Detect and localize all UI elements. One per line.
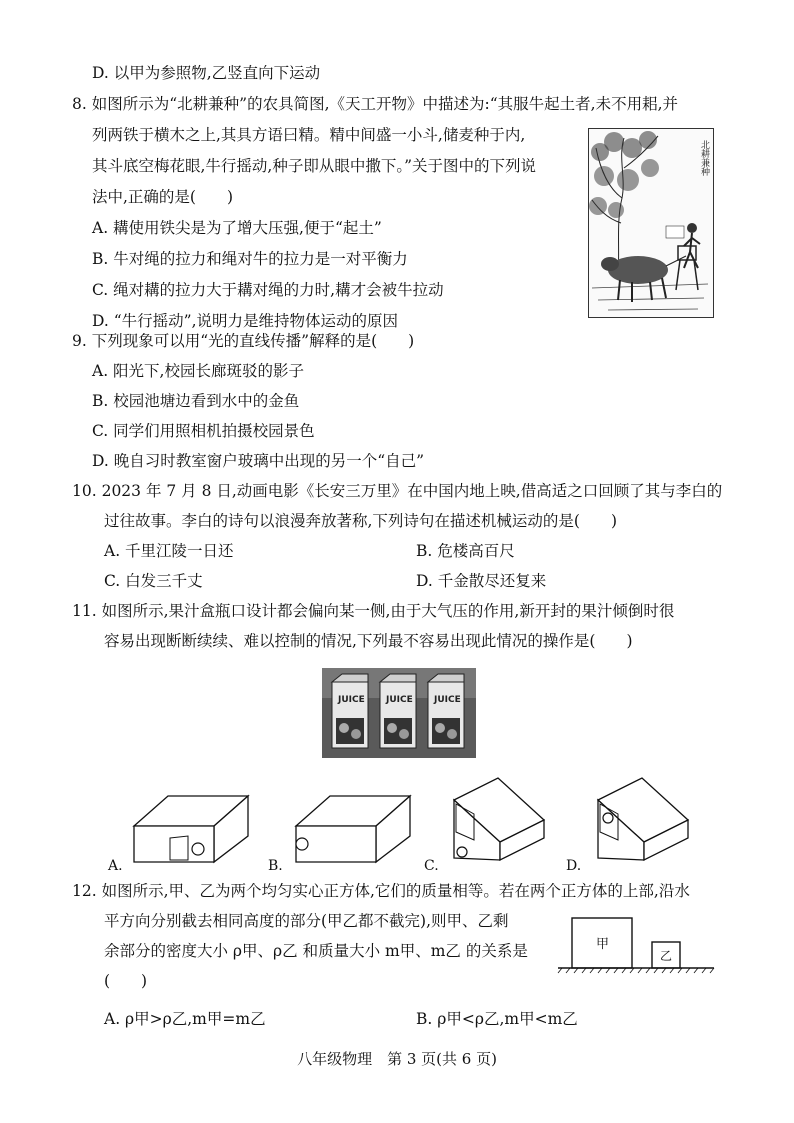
q9-option-b: B. 校园池塘边看到水中的金鱼 (92, 392, 300, 410)
q11-option-d-carton (588, 770, 708, 866)
q12-figure-cubes (556, 916, 716, 974)
q8-option-c: C. 绳对耩的拉力大于耩对绳的力时,耩才会被牛拉动 (92, 281, 444, 299)
q8-stem-line-2: 列两铁于横木之上,其具方语曰精。精中间盛一小斗,储麦种于内, (92, 126, 526, 144)
q8-option-b: B. 牛对绳的拉力和绳对牛的拉力是一对平衡力 (92, 250, 408, 268)
q9-option-a: A. 阳光下,校园长廊斑驳的影子 (92, 362, 304, 380)
q9-option-c: C. 同学们用照相机拍摄校园景色 (92, 422, 315, 440)
q11-choice-b-label: B. (268, 858, 283, 874)
juice-label-2: JUICE (386, 695, 413, 705)
q11-choice-d-label: D. (566, 858, 582, 874)
q12-option-b: B. ρ甲<ρ乙,m甲<m乙 (416, 1010, 578, 1028)
q10-stem-line-2: 过往故事。李白的诗句以浪漫奔放著称,下列诗句在描述机械运动的是( ) (104, 512, 618, 530)
q11-option-b-carton (290, 776, 420, 866)
q10-option-b: B. 危楼高百尺 (416, 542, 515, 560)
q11-option-a-carton (128, 776, 258, 866)
q11-stem-line-1: 11. 如图所示,果汁盒瓶口设计都会偏向某一侧,由于大气压的作用,新开封的果汁倾倒时很 (72, 602, 675, 620)
q8-option-a: A. 耩使用铁尖是为了增大压强,便于“起土” (92, 219, 382, 237)
page-footer: 八年级物理 第 3 页(共 6 页) (297, 1050, 497, 1068)
q10-option-d: D. 千金散尽还复来 (416, 572, 547, 590)
q10-option-a: A. 千里江陵一日还 (104, 542, 234, 560)
q8-stem-line-4: 法中,正确的是( ) (92, 188, 234, 206)
q11-option-c-carton (444, 770, 564, 866)
q11-stem-line-2: 容易出现断断续续、难以控制的情况,下列最不容易出现此情况的操作是( ) (104, 632, 633, 650)
q11-choice-c-label: C. (424, 858, 439, 874)
q8-option-d: D. “牛行摇动”,说明力是维持物体运动的原因 (92, 312, 399, 330)
juice-label-1: JUICE (338, 695, 365, 705)
q8-stem-line-1: 8. 如图所示为“北耕兼种”的农具简图,《天工开物》中描述为:“其服牛起土者,未不用耜,并 (72, 95, 678, 113)
q12-stem-line-3: 余部分的密度大小 ρ甲、ρ乙 和质量大小 m甲、m乙 的关系是 (104, 942, 528, 960)
q10-stem-line-1: 10. 2023 年 7 月 8 日,动画电影《长安三万里》在中国内地上映,借高适之口回顾了其与李白的 (72, 482, 723, 500)
q11-photo-juice-cartons (322, 668, 476, 758)
q8-figure-ox-plow (588, 128, 714, 318)
q11-choice-a-label: A. (108, 858, 123, 874)
q8-stem-line-3: 其斗底空梅花眼,牛行摇动,种子即从眼中撒下。”关于图中的下列说 (92, 157, 537, 175)
q12-option-a: A. ρ甲>ρ乙,m甲=m乙 (104, 1010, 266, 1028)
q7-option-d: D. 以甲为参照物,乙竖直向下运动 (92, 64, 321, 82)
cube-yi-label: 乙 (660, 949, 673, 963)
q8-figure-title: 北耕兼种 (699, 140, 709, 176)
q12-stem-line-4: ( ) (104, 972, 148, 990)
juice-label-3: JUICE (434, 695, 461, 705)
q12-stem-line-2: 平方向分别截去相同高度的部分(甲乙都不截完),则甲、乙剩 (104, 912, 509, 930)
q9-stem: 9. 下列现象可以用“光的直线传播”解释的是( ) (72, 332, 415, 350)
q12-stem-line-1: 12. 如图所示,甲、乙为两个均匀实心正方体,它们的质量相等。若在两个正方体的上部,沿水 (72, 882, 690, 900)
cube-jia-label: 甲 (596, 937, 610, 952)
q9-option-d: D. 晚自习时教室窗户玻璃中出现的另一个“自己” (92, 452, 425, 470)
q10-option-c: C. 白发三千丈 (104, 572, 203, 590)
